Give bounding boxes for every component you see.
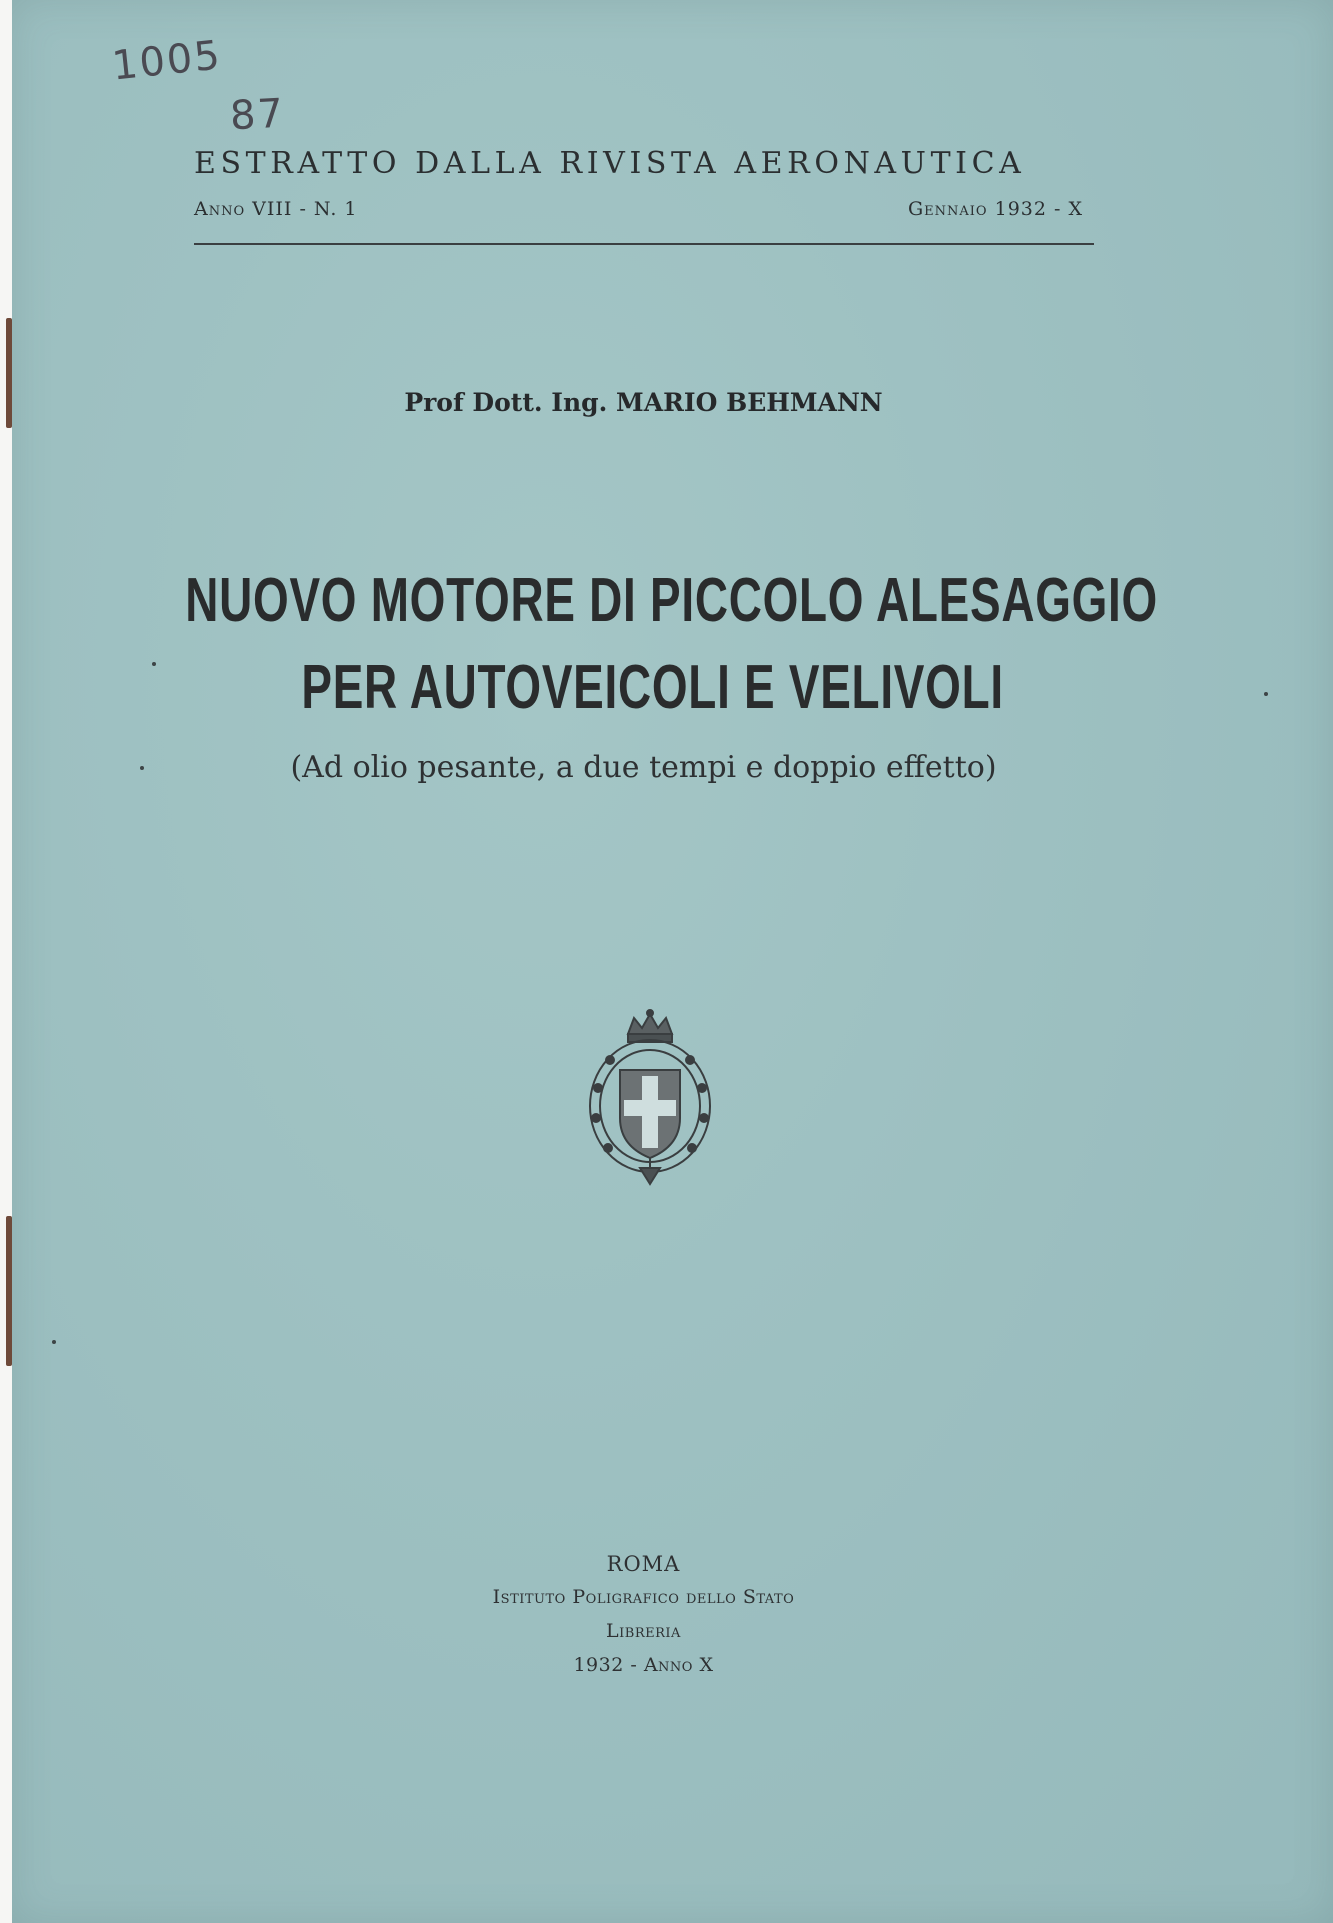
author-name: Prof Dott. Ing. MARIO BEHMANN <box>404 388 883 417</box>
paper-speck <box>152 662 156 666</box>
issue-number: Anno VIII - N. 1 <box>194 198 358 220</box>
imprint-city: ROMA <box>606 1552 681 1576</box>
imprint-division: Libreria <box>606 1620 681 1642</box>
header-divider <box>194 243 1094 245</box>
paper-speck <box>140 766 144 770</box>
handwritten-number-1005: 1005 <box>109 32 224 90</box>
imprint-publisher: Istituto Poligrafico dello Stato <box>492 1586 795 1608</box>
booklet-cover <box>12 0 1333 1923</box>
journal-heading: ESTRATTO DALLA RIVISTA AERONAUTICA <box>194 146 1026 181</box>
spine-binding-mark <box>6 1216 12 1366</box>
imprint-date: 1932 - Anno X <box>573 1654 714 1676</box>
title-line-1: NUOVO MOTORE DI PICCOLO ALESAGGIO <box>185 566 1158 635</box>
title-line-2: PER AUTOVEICOLI E VELIVOLI <box>301 653 1004 722</box>
handwritten-number-87: 87 <box>228 90 287 140</box>
savoy-coat-of-arms-icon <box>584 1008 716 1188</box>
paper-speck <box>1264 692 1268 696</box>
spine-binding-mark <box>6 318 12 428</box>
paper-speck <box>52 1340 56 1344</box>
issue-date: Gennaio 1932 - X <box>907 198 1083 220</box>
subtitle: (Ad olio pesante, a due tempi e doppio effetto) <box>290 750 997 785</box>
